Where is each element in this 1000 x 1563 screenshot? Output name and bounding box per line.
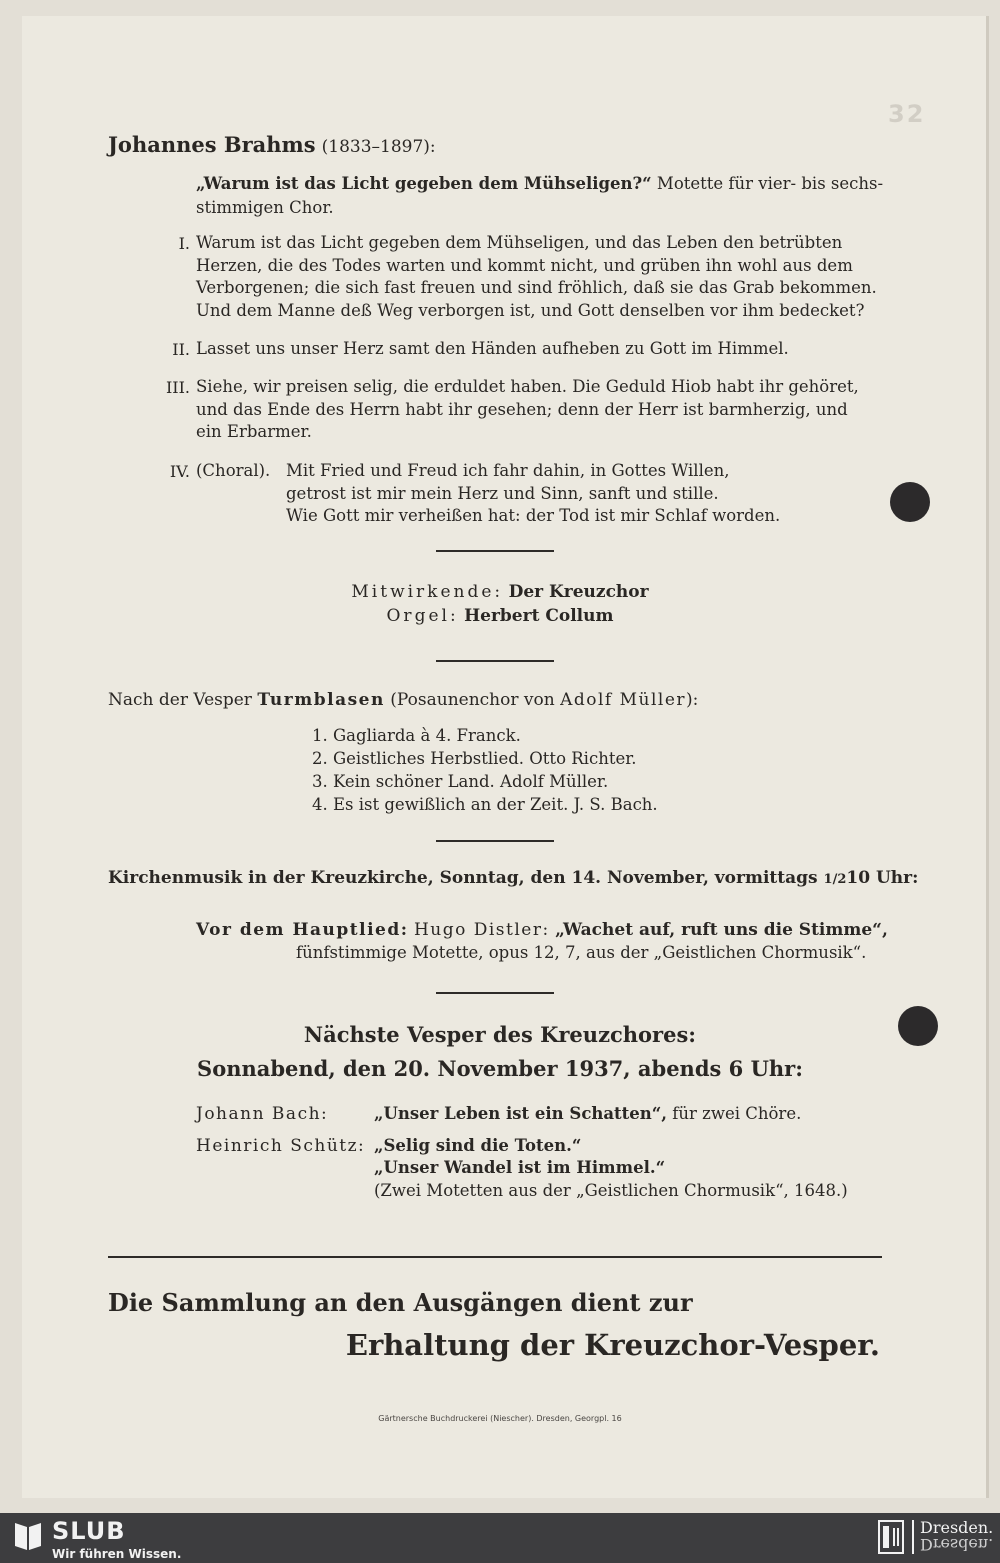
program-work-title: „Unser Wandel ist im Himmel.“ [374,1158,666,1177]
sunday-announcement [108,868,918,888]
work-title-bold: „Warum ist das Licht gegeben dem Mühseligen?“ [196,174,652,193]
divider [436,660,554,662]
text-line: Verborgenen; die sich fast freuen und sind fröhlich, daß sie das Grab bekommen. [196,278,877,297]
text-line: Wie Gott mir verheißen hat: der Tod ist mir Schlaf worden. [286,506,781,525]
work-title [196,172,883,220]
collection-purpose: Erhaltung der Kreuzchor-Vesper. [345,1328,880,1362]
text-line: Lasset uns unser Herz samt den Händen aufheben zu Gott im Himmel. [196,339,789,358]
text-line: Warum ist das Licht gegeben dem Mühseligen, und das Leben den betrübten [196,233,843,252]
printer-imprint: Gärtnersche Buchdruckerei (Niescher). Dresden, Georgpl. 16 [378,1414,622,1423]
sunday-time-fraction: 1/2 [823,872,847,887]
viewer-footer-bar [0,1513,1000,1563]
hymn-composer: Hugo Distler: [413,920,550,940]
text-line: Herzen, die des Todes warten und kommt nicht, und grüben ihn wohl aus dem [196,255,853,275]
movement-text [196,376,859,444]
slub-logo-name[interactable]: SLUB [52,1517,126,1545]
list-item: 1. Gagliarda à 4. Franck. [312,726,521,745]
work-title-line2: stimmigen Chor. [196,198,334,217]
organ-label: Orgel: [386,606,459,626]
after-paren-post: ): [686,690,699,710]
program-work-title: „Unser Leben ist ein Schatten“, [374,1104,668,1123]
work-title-rest: Motette für vier- bis sechs- [651,174,884,193]
movement-number: I. [178,234,190,253]
program-work-title: „Selig sind die Toten.“ [374,1136,582,1155]
after-intro: Nach der Vesper [108,690,252,710]
movement-number: II. [172,340,190,359]
performers-value: Der Kreuzchor [508,582,649,602]
text-line: und das Ende des Herrn habt ihr gesehen; denn der Herr ist barmherzig, und [196,399,848,419]
logo-divider [912,1520,914,1554]
performers-line [0,582,1000,602]
next-vesper-title: Nächste Vesper des Kreuzchores: [303,1022,697,1047]
composer-years: (1833–1897): [321,137,436,157]
sunday-text: Kirchenmusik in der Kreuzkirche, Sonntag, den 14. November, vormittags [108,868,818,888]
movement-number: IV. [169,462,190,481]
hymn-description: fünfstimmige Motette, opus 12, 7, aus der „Geistlichen Chormusik“. [296,943,867,962]
program-work [374,1136,581,1155]
after-paren-pre: (Posaunenchor von [390,690,555,710]
choral-label: (Choral). [196,461,271,480]
slub-logo-tagline: Wir führen Wissen. [52,1547,182,1561]
text-line: Und dem Manne deß Weg verborgen ist, und Gott denselben vor ihm bedecket? [196,300,865,320]
divider [436,550,554,552]
dresden-logo-line: Dresden. [920,1518,994,1537]
hymn-label: Vor dem Hauptlied: [196,920,409,940]
slub-book-icon [12,1519,44,1553]
performers-label: Mitwirkende: [351,582,504,602]
organ-value: Herbert Collum [464,606,614,626]
after-bold: Turmblasen [257,690,385,710]
page-number: 32 [888,100,926,128]
collection-note: Die Sammlung an den Ausgängen dient zur [108,1288,693,1317]
dresden-crest-icon [878,1520,904,1554]
footer-rule [108,1256,882,1258]
divider [436,992,554,994]
after-vesper-heading [108,690,698,710]
list-item: 2. Geistliches Herbstlied. Otto Richter. [312,749,637,768]
next-vesper-date: Sonnabend, den 20. November 1937, abends 6 Uhr: [197,1056,803,1081]
dresden-logo-mirror: Dresden. [920,1535,994,1554]
dresden-logo[interactable] [920,1520,993,1552]
list-item: 4. Es ist gewißlich an der Zeit. J. S. Bach. [312,795,658,814]
hymn-line [196,920,888,940]
program-composer: Heinrich Schütz: [196,1136,366,1156]
divider [436,840,554,842]
program-note: (Zwei Motetten aus der „Geistlichen Chormusik“, 1648.) [374,1181,848,1200]
composer-heading [108,132,436,157]
punch-hole-upper [890,482,930,522]
text-line: ein Erbarmer. [196,422,312,441]
program-work [374,1158,665,1177]
list-item: 3. Kein schöner Land. Adolf Müller. [312,772,609,791]
text-line: Mit Fried und Freud ich fahr dahin, in Gottes Willen, [286,461,730,480]
movement-text [196,232,877,322]
text-line: Siehe, wir preisen selig, die erduldet haben. Die Geduld Hiob habt ihr gehöret, [196,377,859,396]
movement-text [196,338,789,361]
brass-program-list [312,724,658,816]
organ-line [0,606,1000,626]
movement-text [286,460,780,528]
program-composer: Johann Bach: [196,1104,329,1124]
movement-number: III. [165,378,190,397]
text-line: getrost ist mir mein Herz und Sinn, sanft und stille. [286,483,719,503]
composer-name: Johannes Brahms [108,132,316,157]
hymn-title: „Wachet auf, ruft uns die Stimme“, [555,920,888,940]
sunday-time: 10 Uhr: [846,868,919,888]
program-work-desc: für zwei Chöre. [667,1104,802,1123]
after-paren-name: Adolf Müller [560,690,687,710]
program-work [374,1104,801,1123]
